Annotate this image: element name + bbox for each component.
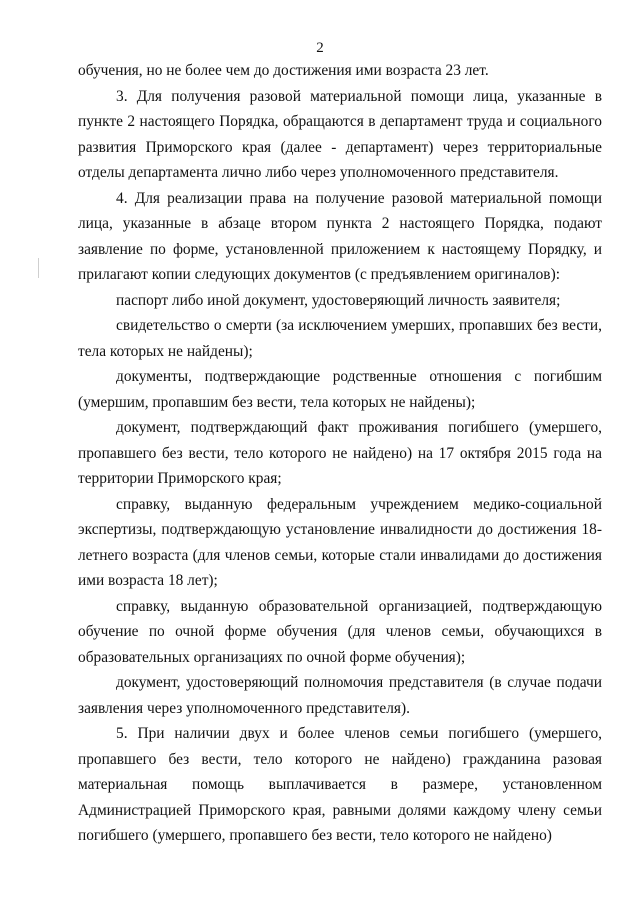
document-list-death-certificate: свидетельство о смерти (за исключением умерших, пропавших без вести, тела которых не найдены);	[78, 317, 602, 360]
document-list-residence: документ, подтверждающий факт проживания погибшего (умершего, пропавшего без вести, тело которого не найдено) на 17 октября 2015 года на территории Приморского края;	[78, 419, 602, 487]
paragraph-continuation: обучения, но не более чем до достижения ими возраста 23 лет.	[78, 62, 489, 79]
paragraph-item-3: 3. Для получения разовой материальной помощи лица, указанные в пункте 2 настоящего Порядка, обращаются в департамент труда и социального развития Приморского края (далее - департамент) через территориальные отделы департамента лично либо через уполномоченного представителя.	[78, 87, 602, 181]
document-list-passport: паспорт либо иной документ, удостоверяющий личность заявителя;	[116, 291, 561, 309]
page-number: 2	[316, 40, 324, 56]
document-body	[78, 58, 602, 849]
document-list-education: справку, выданную образовательной организацией, подтверждающую обучение по очной форме обучения (для членов семьи, обучающихся в образовательных организациях по очной форме обучения);	[78, 597, 602, 666]
document-list-disability: справку, выданную федеральным учреждением медико-социальной экспертизы, подтверждающую установление инвалидности до достижения 18-летнего возраста (для членов семьи, которые стали инвалидами до достижения ими возраста 18 лет);	[78, 495, 602, 589]
paragraph-item-5: 5. При наличии двух и более членов семьи погибшего (умершего, пропавшего без вести, тело которого не найдено) гражданина разовая материальная помощь выплачивается в размере, установленном Администрацией Приморского края, равными долями каждому члену семьи погибшего (умершего, пропавшего без вести, тело которого не найдено)	[78, 725, 602, 844]
document-list-representative: документ, удостоверяющий полномочия представителя (в случае подачи заявления через уполномоченного представителя).	[78, 674, 602, 717]
paragraph-item-4: 4. Для реализации права на получение разовой материальной помощи лица, указанные в абзаце втором пункта 2 настоящего Порядка, подают заявление по форме, установленной приложением к настоящему Порядку, и прилагают копии следующих документов (с предъявлением оригиналов):	[78, 189, 602, 283]
margin-mark	[38, 258, 39, 278]
document-list-kinship: документы, подтверждающие родственные отношения с погибшим (умершим, пропавшим без вести, тела которых не найдены);	[78, 368, 602, 411]
